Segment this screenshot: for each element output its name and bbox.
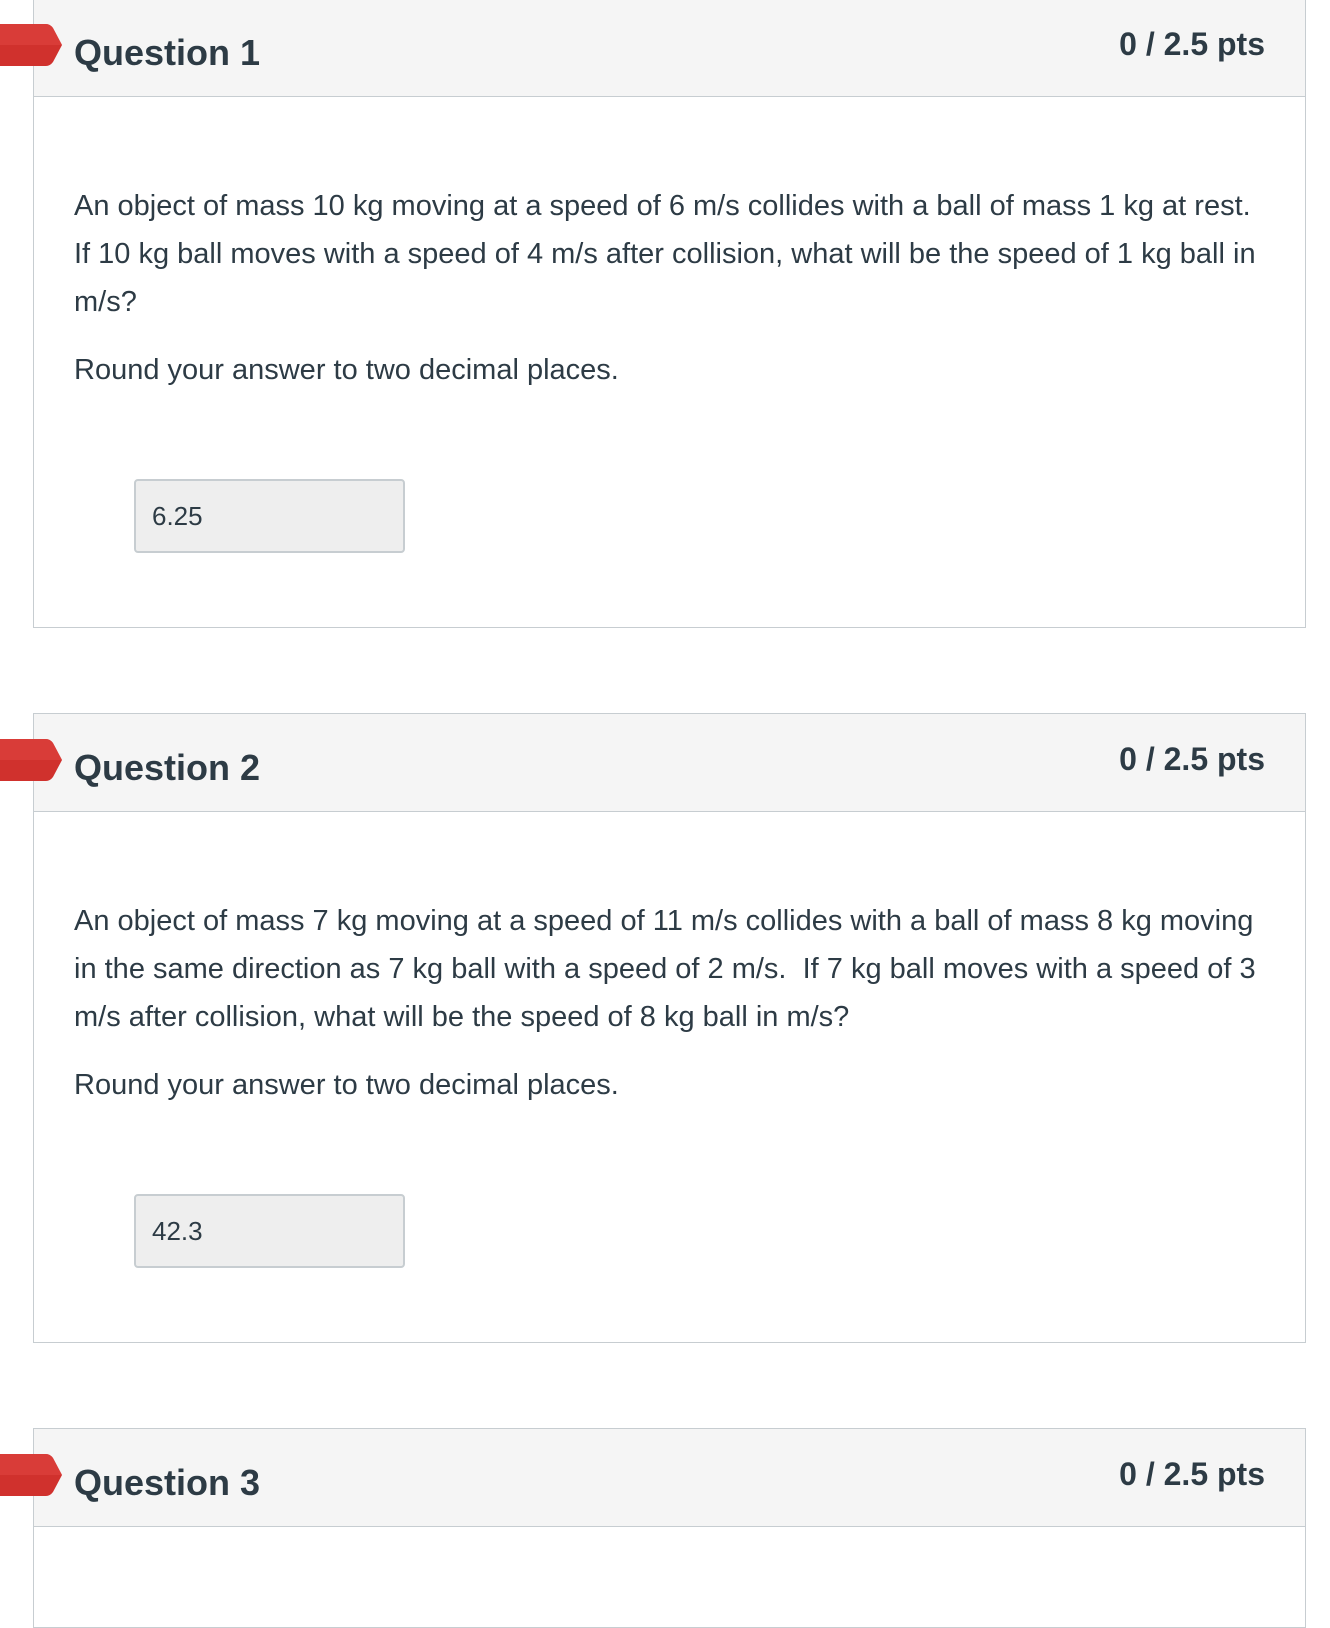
question-2-text: An object of mass 7 kg moving at a speed of 11 m/s collides with a ball of mass 8 kg moving in the same direction as 7 kg ball with a speed of 2 m/s. If 7 kg ball moves with a speed of 3 m/s after collision, what will be the speed of 8 kg ball in m/s? <box>74 905 1264 1033</box>
question-1-body <box>34 97 1305 390</box>
incorrect-flag-icon <box>0 20 62 70</box>
question-3-header <box>34 1429 1305 1527</box>
question-2-body <box>34 812 1305 1105</box>
question-2-title: Question 2 <box>74 747 261 788</box>
question-1-text: An object of mass 10 kg moving at a speed of 6 m/s collides with a ball of mass 1 kg at rest. If 10 kg ball moves with a speed of 4 m/s after collision, what will be the speed of 1 kg ball in m/s? <box>74 190 1267 318</box>
question-1-header <box>34 0 1305 97</box>
question-1-points: 0 / 2.5 pts <box>1119 26 1265 62</box>
question-1-instruction: Round your answer to two decimal places. <box>74 354 619 386</box>
question-1 <box>33 0 1306 628</box>
question-2-answer-input[interactable]: 42.3 <box>134 1194 405 1268</box>
question-3 <box>33 1428 1306 1628</box>
question-1-title: Question 1 <box>74 32 261 73</box>
incorrect-flag-icon <box>0 1450 62 1500</box>
question-3-title: Question 3 <box>74 1462 261 1503</box>
question-1-answer-input[interactable]: 6.25 <box>134 479 405 553</box>
incorrect-flag-icon <box>0 735 62 785</box>
question-2-instruction: Round your answer to two decimal places. <box>74 1069 619 1101</box>
question-2 <box>33 713 1306 1343</box>
question-2-header <box>34 714 1305 812</box>
question-2-points: 0 / 2.5 pts <box>1119 741 1265 777</box>
question-3-points: 0 / 2.5 pts <box>1119 1456 1265 1492</box>
